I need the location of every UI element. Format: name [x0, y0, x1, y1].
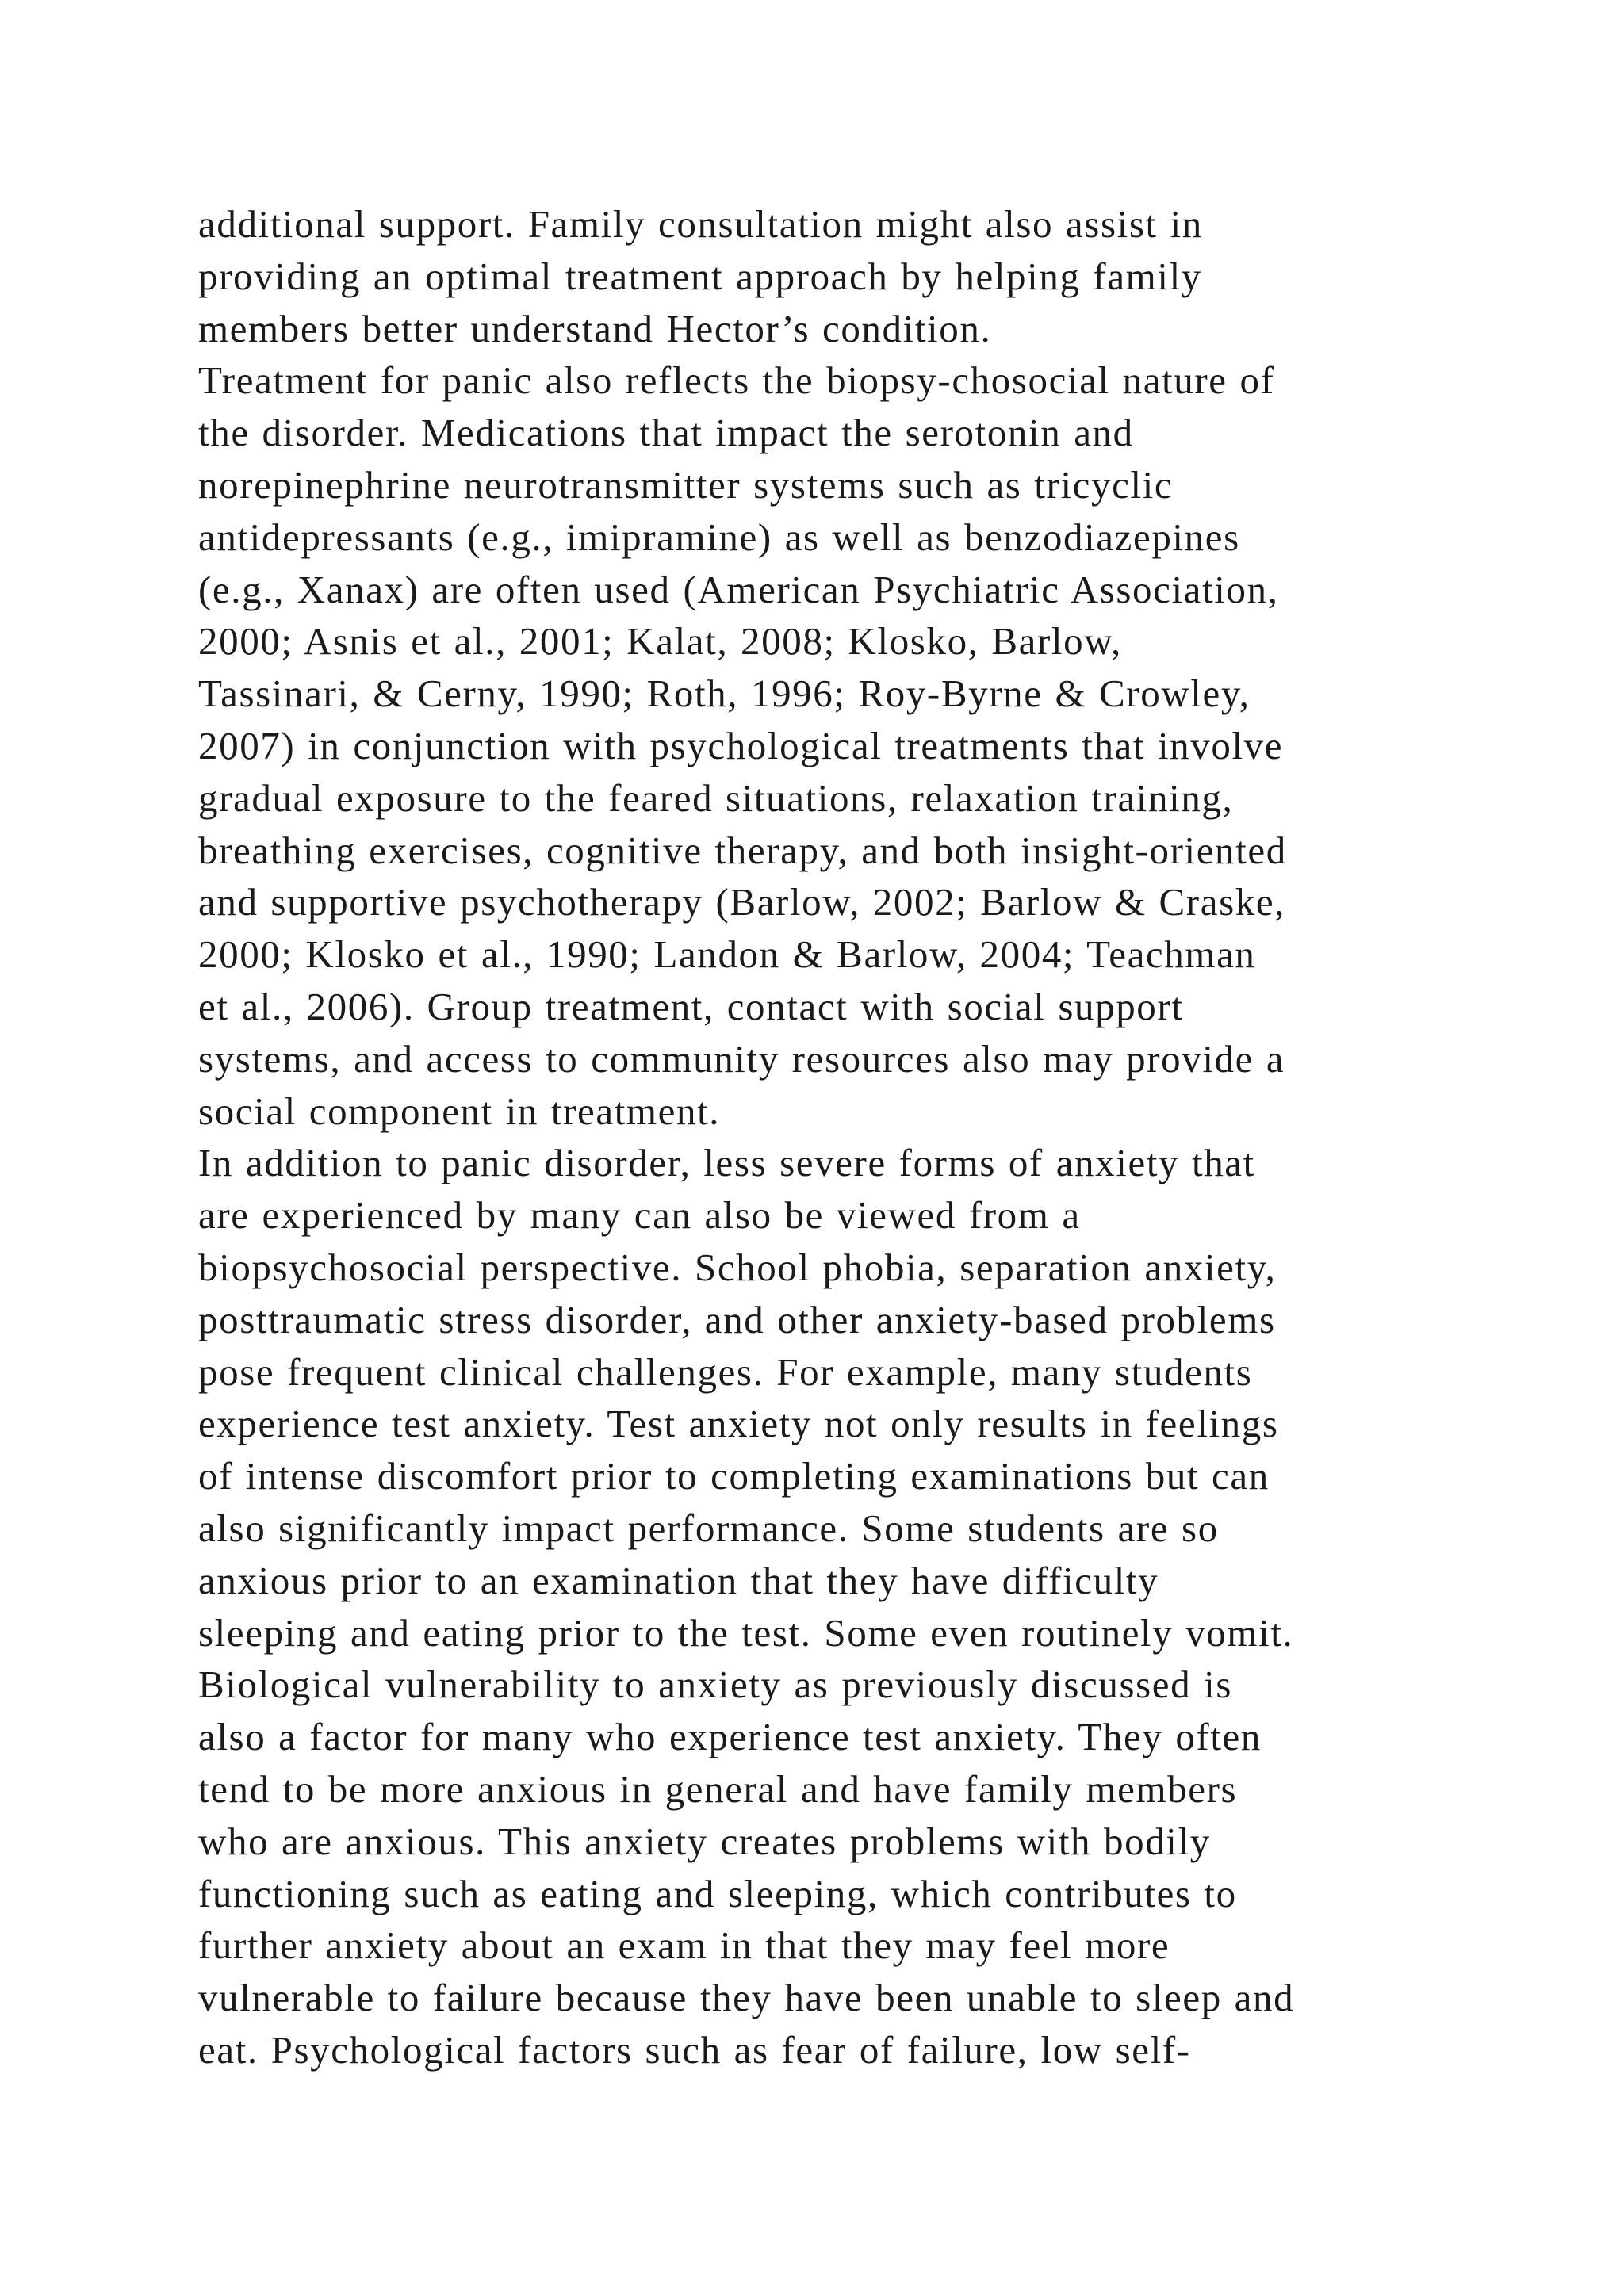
text-line: systems, and access to community resources also may provide a: [198, 1036, 1285, 1081]
text-line: antidepressants (e.g., imipramine) as well as benzodiazepines: [198, 515, 1240, 559]
text-line: social component in treatment.: [198, 1089, 721, 1133]
text-line: pose frequent clinical challenges. For example, many students: [198, 1349, 1253, 1394]
text-line: vulnerable to failure because they have been unable to sleep and: [198, 1976, 1295, 2020]
text-line: who are anxious. This anxiety creates problems with bodily: [198, 1819, 1211, 1863]
text-line: posttraumatic stress disorder, and other anxiety-based problems: [198, 1297, 1276, 1341]
body-text: [198, 198, 1507, 2076]
text-line: also significantly impact performance. Some students are so: [198, 1506, 1219, 1550]
text-line: also a factor for many who experience test anxiety. They often: [198, 1715, 1262, 1759]
text-line: breathing exercises, cognitive therapy, and both insight-oriented: [198, 828, 1287, 872]
text-line: In addition to panic disorder, less severe forms of anxiety that: [198, 1141, 1255, 1185]
text-line: providing an optimal treatment approach by helping family: [198, 254, 1202, 298]
text-line: (e.g., Xanax) are often used (American Psychiatric Association,: [198, 567, 1279, 611]
text-line: biopsychosocial perspective. School phobia, separation anxiety,: [198, 1245, 1277, 1289]
text-line: additional support. Family consultation might also assist in: [198, 202, 1203, 246]
text-line: functioning such as eating and sleeping, which contributes to: [198, 1871, 1237, 1915]
text-line: and supportive psychotherapy (Barlow, 2002; Barlow & Craske,: [198, 880, 1286, 924]
text-line: the disorder. Medications that impact the serotonin and: [198, 411, 1134, 455]
text-line: experience test anxiety. Test anxiety not only results in feelings: [198, 1402, 1279, 1446]
text-line: members better understand Hector’s condition.: [198, 306, 992, 350]
text-line: 2007) in conjunction with psychological treatments that involve: [198, 723, 1284, 767]
text-line: anxious prior to an examination that they have difficulty: [198, 1558, 1159, 1602]
text-line: eat. Psychological factors such as fear of failure, low self-: [198, 2027, 1191, 2072]
text-line: gradual exposure to the feared situations, relaxation training,: [198, 775, 1234, 820]
text-line: 2000; Klosko et al., 1990; Landon & Barlow, 2004; Teachman: [198, 932, 1256, 977]
text-line: sleeping and eating prior to the test. Some even routinely vomit.: [198, 1610, 1294, 1655]
text-line: Biological vulnerability to anxiety as previously discussed is: [198, 1663, 1232, 1707]
text-line: further anxiety about an exam in that they may feel more: [198, 1923, 1170, 1968]
text-line: 2000; Asnis et al., 2001; Kalat, 2008; Klosko, Barlow,: [198, 619, 1122, 664]
text-line: norepinephrine neurotransmitter systems such as tricyclic: [198, 462, 1174, 507]
text-line: Treatment for panic also reflects the biopsy-chosocial nature of: [198, 358, 1275, 403]
text-line: are experienced by many can also be viewed from a: [198, 1193, 1081, 1238]
text-line: tend to be more anxious in general and have family members: [198, 1766, 1238, 1811]
text-line: et al., 2006). Group treatment, contact with social support: [198, 984, 1184, 1028]
text-line: of intense discomfort prior to completing examinations but can: [198, 1454, 1270, 1498]
text-line: Tassinari, & Cerny, 1990; Roth, 1996; Roy-Byrne & Crowley,: [198, 672, 1251, 716]
